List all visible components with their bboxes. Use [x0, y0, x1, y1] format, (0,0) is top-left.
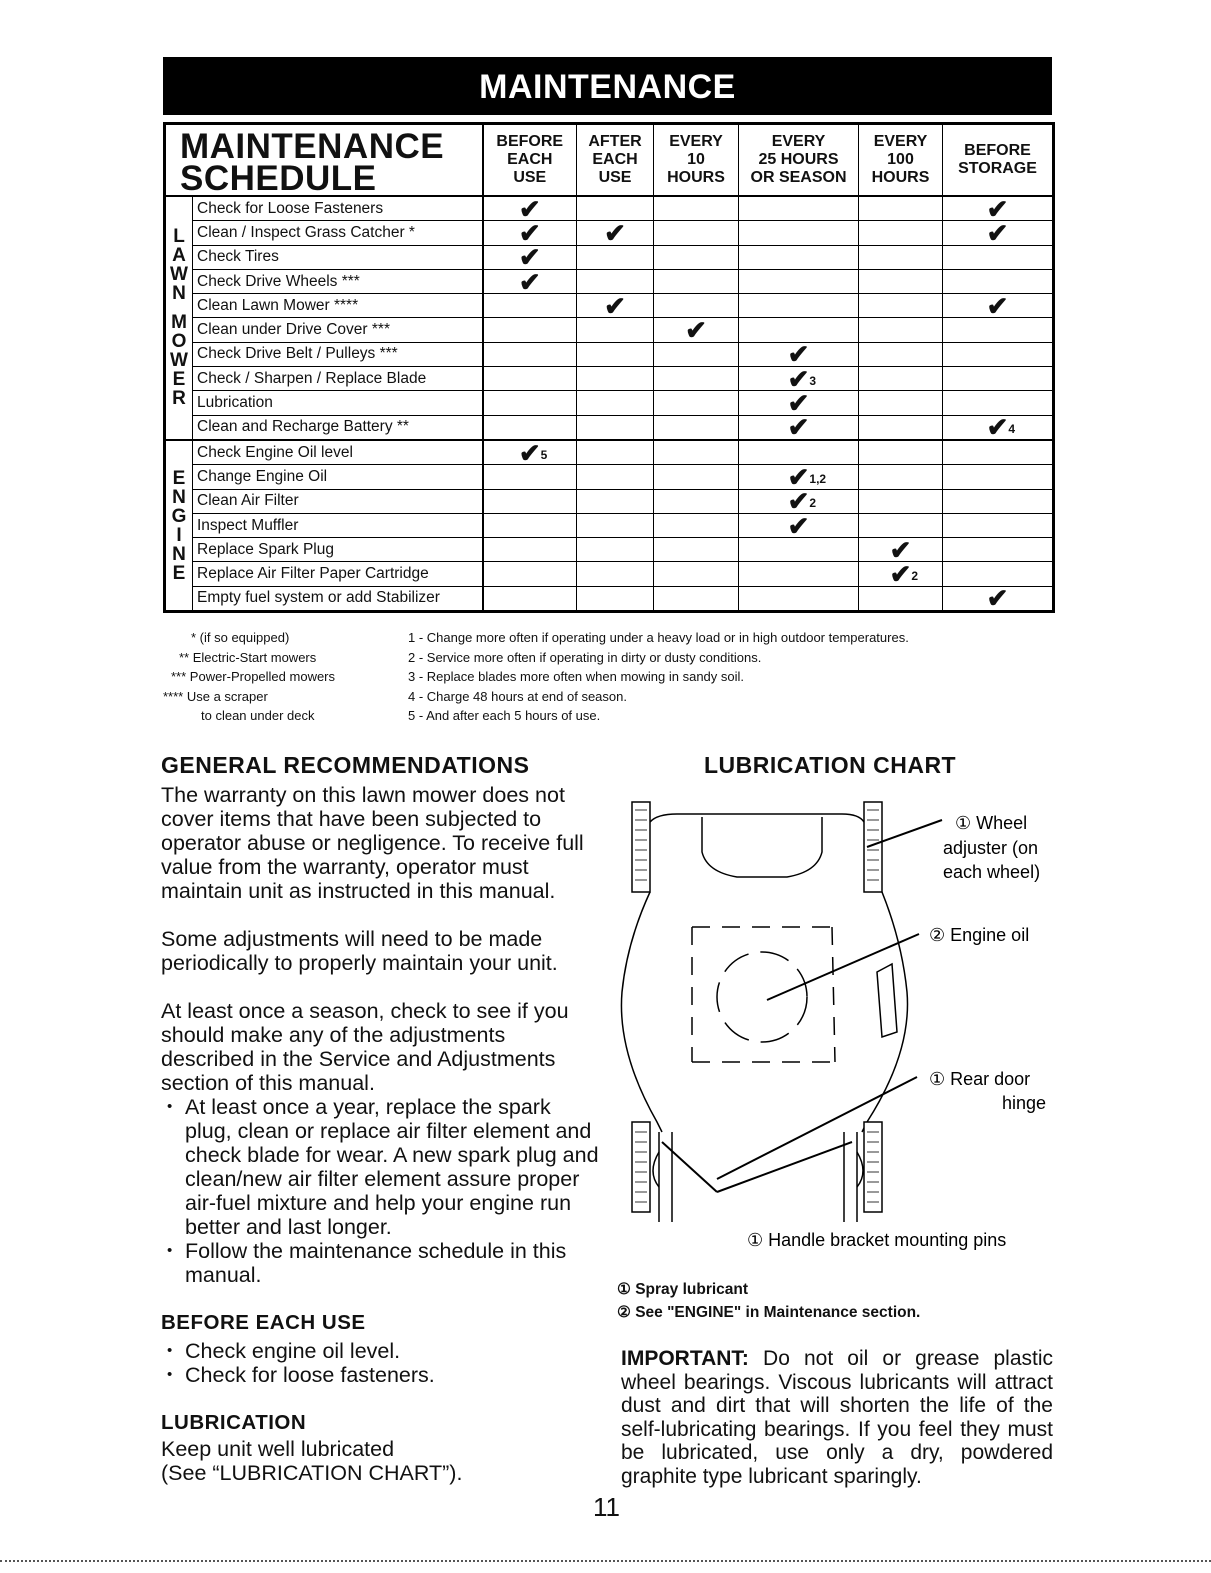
rear-right-wheel	[864, 1122, 882, 1212]
checkmark-glyph: ✔	[787, 510, 810, 541]
checkmark-glyph: ✔	[986, 193, 1009, 224]
checkmark-icon	[518, 193, 541, 224]
checkmark-icon	[986, 583, 1009, 614]
column-header-line: EVERY	[771, 133, 826, 150]
checkmark-icon	[787, 510, 810, 541]
schedule-cell	[654, 538, 739, 562]
schedule-cell	[859, 269, 943, 293]
schedule-cell	[943, 489, 1054, 513]
schedule-cell	[943, 217, 1054, 248]
schedule-cell	[943, 318, 1054, 342]
column-header-line: BEFORE	[496, 133, 564, 150]
schedule-cell	[654, 245, 739, 269]
before-each-use-item-2: • Check for loose fasteners.	[161, 1363, 601, 1387]
schedule-cell	[577, 489, 654, 513]
column-header-line: EVERY	[873, 133, 928, 150]
lubrication-chart-title: LUBRICATION CHART	[704, 752, 957, 778]
side-letter: N	[172, 486, 186, 508]
column-header-line: USE	[513, 169, 547, 186]
task-label: Lubrication	[193, 391, 483, 415]
checkmark-icon	[787, 461, 827, 492]
footnote-left: **** Use a scraper	[163, 688, 268, 704]
checkmark-icon	[685, 315, 707, 346]
lawn-mower-side-label	[165, 196, 193, 440]
schedule-row	[165, 562, 1054, 586]
column-header-line: EVERY	[669, 133, 723, 150]
footnote-left: *** Power-Propelled mowers	[171, 669, 336, 684]
schedule-cell	[654, 440, 739, 465]
schedule-cell	[654, 415, 739, 440]
checkmark-glyph: ✔	[518, 242, 541, 273]
checkmark-footnote: 5	[540, 447, 548, 462]
checkmark-icon	[787, 486, 817, 517]
schedule-cell	[943, 367, 1054, 391]
rear-left-wheel	[632, 1122, 650, 1212]
schedule-cell	[483, 489, 577, 513]
schedule-cell	[859, 294, 943, 318]
side-letter: O	[171, 331, 187, 353]
column-header-line: AFTER	[588, 133, 642, 150]
schedule-cell	[943, 513, 1054, 537]
side-letter: N	[172, 543, 186, 565]
column-header-line: 10	[687, 151, 705, 168]
footnote-right: 4 - Charge 48 hours at end of season.	[408, 688, 627, 704]
checkmark-icon	[889, 559, 919, 590]
schedule-cell	[577, 440, 654, 465]
wheel-adjuster-label-1: ① Wheel	[955, 813, 1028, 833]
wheel-adjuster-label-3: each wheel)	[943, 862, 1041, 882]
checkmark-footnote: 2	[809, 496, 817, 511]
col-every-25-hours	[739, 124, 859, 197]
before-each-use-heading: BEFORE EACH USE	[161, 1311, 366, 1334]
checkmark-glyph: ✔	[787, 461, 810, 492]
checkmark-icon	[986, 193, 1009, 224]
schedule-cell	[739, 586, 859, 611]
checkmark-footnote: 2	[911, 569, 919, 584]
schedule-cell	[654, 342, 739, 366]
schedule-row	[165, 415, 1054, 440]
footnote-left: * (if so equipped)	[191, 630, 290, 645]
schedule-cell	[577, 217, 654, 248]
lubrication-line-1: Keep unit well lubricated	[161, 1437, 395, 1461]
schedule-cell	[483, 266, 577, 297]
schedule-cell	[654, 586, 739, 611]
side-letter: N	[172, 283, 186, 305]
schedule-cell	[859, 465, 943, 489]
schedule-cell	[483, 437, 577, 468]
schedule-cell	[859, 367, 943, 391]
schedule-row	[165, 245, 1054, 269]
lubrication-line-2: (See “LUBRICATION CHART”).	[161, 1461, 463, 1485]
schedule-row	[165, 465, 1054, 489]
schedule-cell	[577, 513, 654, 537]
task-label: Check Tires	[193, 245, 483, 269]
checkmark-glyph: ✔	[518, 437, 541, 468]
schedule-cell	[654, 221, 739, 245]
engine-side-label	[165, 440, 193, 612]
schedule-cell	[577, 586, 654, 611]
task-label: Replace Spark Plug	[193, 538, 483, 562]
schedule-cell	[739, 269, 859, 293]
task-label: Clean / Inspect Grass Catcher *	[193, 221, 483, 245]
schedule-cell	[577, 465, 654, 489]
checkmark-icon	[518, 217, 541, 248]
general-recommendations	[161, 752, 601, 1485]
general-paragraph-3: At least once a season, check to see if you should make any of the adjustments described in the Service and Adjustments section of this manual.	[161, 999, 569, 1095]
schedule-cell	[577, 562, 654, 586]
task-label: Inspect Muffler	[193, 513, 483, 537]
schedule-cell	[859, 489, 943, 513]
footnote-left: to clean under deck	[201, 708, 315, 723]
checkmark-glyph: ✔	[986, 583, 1009, 614]
footnote-right: 5 - And after each 5 hours of use.	[408, 708, 601, 723]
schedule-row	[165, 294, 1054, 318]
column-header-line: 25 HOURS	[758, 151, 839, 168]
schedule-cell	[577, 290, 654, 321]
column-header-line: EACH	[507, 151, 553, 168]
column-header-line: EACH	[592, 151, 638, 168]
schedule-cell	[483, 391, 577, 415]
general-bullet-1: • At least once a year, replace the spark plug, clean or replace air filter element and check blade for wear. A new spark plug and clean/new air filter element assure proper air-fuel mixture and help your engine run better and last longer.	[161, 1095, 601, 1239]
column-header-line: HOURS	[871, 169, 930, 186]
checkmark-glyph: ✔	[889, 534, 912, 565]
schedule-cell	[483, 465, 577, 489]
important-paragraph	[621, 1347, 1053, 1488]
checkmark-glyph: ✔	[604, 290, 626, 321]
checkmark-glyph: ✔	[518, 266, 541, 297]
checkmark-glyph: ✔	[787, 388, 810, 419]
schedule-cell	[483, 513, 577, 537]
schedule-cell	[577, 367, 654, 391]
schedule-cell	[739, 221, 859, 245]
schedule-cell	[654, 562, 739, 586]
schedule-cell	[483, 586, 577, 611]
front-right-wheel	[864, 802, 882, 892]
engine-oil-label: ② Engine oil	[929, 925, 1030, 945]
task-label: Check Drive Wheels ***	[193, 269, 483, 293]
important-lead: IMPORTANT:	[621, 1347, 749, 1370]
schedule-row	[165, 489, 1054, 513]
schedule-cell	[859, 221, 943, 245]
side-letter: R	[172, 388, 186, 410]
front-left-wheel	[632, 802, 650, 892]
col-before-storage	[943, 124, 1054, 197]
note-spray-lubricant: ① Spray lubricant	[617, 1281, 749, 1298]
checkmark-icon	[604, 290, 626, 321]
task-label: Check for Loose Fasteners	[193, 196, 483, 221]
schedule-cell	[943, 465, 1054, 489]
schedule-cell	[859, 415, 943, 440]
side-letter: E	[172, 467, 186, 489]
checkmark-glyph: ✔	[986, 290, 1009, 321]
schedule-cell	[943, 583, 1054, 614]
side-letter: W	[170, 350, 188, 372]
side-letter: E	[172, 369, 186, 391]
schedule-cell	[739, 412, 859, 443]
side-letter: G	[171, 505, 187, 527]
checkmark-glyph: ✔	[986, 217, 1009, 248]
checkmark-glyph: ✔	[518, 217, 541, 248]
schedule-row	[165, 538, 1054, 562]
schedule-row	[165, 318, 1054, 342]
page-banner: MAINTENANCE	[163, 57, 1052, 115]
footnote-left: ** Electric-Start mowers	[179, 649, 317, 665]
checkmark-icon	[604, 217, 626, 248]
schedule-cell	[739, 538, 859, 562]
task-label: Check / Sharpen / Replace Blade	[193, 367, 483, 391]
maintenance-schedule-table	[163, 122, 1055, 613]
general-heading: GENERAL RECOMMENDATIONS	[161, 752, 530, 778]
checkmark-icon	[518, 266, 541, 297]
schedule-cell	[739, 245, 859, 269]
schedule-cell	[739, 510, 859, 541]
side-letter: E	[172, 562, 186, 584]
task-label: Clean and Recharge Battery **	[193, 415, 483, 440]
schedule-cell	[943, 440, 1054, 465]
schedule-cell	[859, 559, 943, 590]
checkmark-icon	[787, 412, 810, 443]
checkmark-icon	[787, 363, 817, 394]
checkmark-icon	[518, 242, 541, 273]
wheel-adjuster-label-2: adjuster (on	[943, 838, 1039, 858]
checkmark-glyph: ✔	[685, 315, 707, 346]
schedule-cell	[577, 391, 654, 415]
schedule-cell	[483, 367, 577, 391]
side-letter: M	[171, 312, 187, 334]
schedule-row	[165, 513, 1054, 537]
handle-pins-label: ① Handle bracket mounting pins	[747, 1230, 1007, 1250]
schedule-cell	[859, 245, 943, 269]
checkmark-icon	[986, 412, 1016, 443]
schedule-row	[165, 342, 1054, 366]
checkmark-glyph: ✔	[787, 412, 810, 443]
page-number: 11	[593, 1492, 620, 1522]
schedule-cell	[943, 412, 1054, 443]
column-header-line: HOURS	[667, 169, 725, 186]
task-label: Check Engine Oil level	[193, 440, 483, 465]
schedule-cell	[654, 465, 739, 489]
side-letter: A	[172, 245, 186, 267]
task-label: Clean Lawn Mower ****	[193, 294, 483, 318]
task-label: Replace Air Filter Paper Cartridge	[193, 562, 483, 586]
before-each-use-item-1: • Check engine oil level.	[161, 1339, 601, 1363]
schedule-cell	[739, 196, 859, 221]
schedule-cell	[943, 538, 1054, 562]
schedule-row	[165, 586, 1054, 611]
schedule-row	[165, 367, 1054, 391]
general-bullet-2: • Follow the maintenance schedule in this manual.	[161, 1239, 601, 1287]
column-header-line: BEFORE	[964, 142, 1031, 159]
footnote-right: 1 - Change more often if operating under a heavy load or in high outdoor temperatures.	[408, 630, 909, 645]
important-text: Do not oil or grease plastic wheel bearings. Viscous lubricants will attract dust and dirt that will shorten the life of the self-lubricating bearings. If you feel they must be lubricated, use only a dry, powdered graphite type lubricant sparingly.	[621, 1347, 1053, 1488]
schedule-cell	[577, 415, 654, 440]
schedule-row	[165, 440, 1054, 465]
schedule-cell	[483, 562, 577, 586]
note-see-engine: ② See "ENGINE" in Maintenance section.	[617, 1304, 921, 1321]
schedule-cell	[859, 440, 943, 465]
column-header-line: OR SEASON	[750, 169, 847, 186]
checkmark-glyph: ✔	[518, 193, 541, 224]
schedule-cell	[654, 513, 739, 537]
schedule-cell	[654, 269, 739, 293]
schedule-cell	[739, 294, 859, 318]
checkmark-glyph: ✔	[787, 486, 810, 517]
schedule-cell	[859, 391, 943, 415]
checkmark-glyph: ✔	[787, 363, 810, 394]
column-header-line: USE	[598, 169, 632, 186]
schedule-cell	[654, 367, 739, 391]
schedule-row	[165, 391, 1054, 415]
page-bottom-border	[0, 1560, 1211, 1562]
schedule-cell	[654, 315, 739, 346]
footnote-right: 3 - Replace blades more often when mowing in sandy soil.	[408, 669, 745, 684]
side-letter: W	[170, 264, 188, 286]
schedule-cell	[654, 489, 739, 513]
schedule-cell	[654, 391, 739, 415]
schedule-cell	[739, 562, 859, 586]
schedule-cell	[859, 586, 943, 611]
lubrication-heading: LUBRICATION	[161, 1411, 307, 1434]
schedule-cell	[859, 196, 943, 221]
column-header-line: 100	[887, 151, 914, 168]
task-label: Clean under Drive Cover ***	[193, 318, 483, 342]
schedule-cell	[654, 196, 739, 221]
checkmark-footnote: 4	[1008, 422, 1016, 437]
schedule-cell	[859, 342, 943, 366]
task-label: Empty fuel system or add Stabilizer	[193, 586, 483, 611]
checkmark-glyph: ✔	[986, 412, 1009, 443]
col-after-each-use	[577, 124, 654, 197]
checkmark-icon	[787, 388, 810, 419]
checkmark-icon	[986, 290, 1009, 321]
side-letter: I	[176, 524, 182, 546]
checkmark-glyph: ✔	[787, 339, 810, 370]
task-label: Check Drive Belt / Pulleys ***	[193, 342, 483, 366]
side-letter: L	[173, 226, 185, 248]
checkmark-icon	[986, 217, 1009, 248]
schedule-cell	[483, 342, 577, 366]
schedule-cell	[577, 318, 654, 342]
schedule-cell	[577, 538, 654, 562]
checkmark-glyph: ✔	[889, 559, 912, 590]
checkmark-icon	[787, 339, 810, 370]
schedule-cell	[483, 294, 577, 318]
schedule-cell	[483, 318, 577, 342]
schedule-cell	[577, 245, 654, 269]
checkmark-icon	[889, 534, 912, 565]
schedule-title: MAINTENANCE SCHEDULE	[165, 124, 483, 197]
task-label: Clean Air Filter	[193, 489, 483, 513]
checkmark-glyph: ✔	[604, 217, 626, 248]
checkmark-footnote: 1,2	[809, 471, 827, 486]
footnote-right: 2 - Service more often if operating in dirty or dusty conditions.	[408, 649, 762, 665]
general-paragraph-1: The warranty on this lawn mower does not cover items that have been subjected to operator abuse or negligence. To receive full value from the warranty, operator must maintain unit as instructed in this manual.	[161, 783, 584, 903]
checkmark-footnote: 3	[809, 373, 817, 388]
schedule-cell	[577, 342, 654, 366]
checkmark-icon	[518, 437, 548, 468]
schedule-cell	[483, 415, 577, 440]
rear-door-label-2: hinge	[1002, 1093, 1047, 1113]
rear-door-label-1: ① Rear door	[929, 1069, 1031, 1089]
schedule-cell	[943, 245, 1054, 269]
schedule-cell	[859, 318, 943, 342]
col-every-10-hours	[654, 124, 739, 197]
general-paragraph-2: Some adjustments will need to be made periodically to properly maintain your unit.	[161, 927, 558, 975]
schedule-cell	[943, 342, 1054, 366]
schedule-cell	[483, 538, 577, 562]
column-header-line: STORAGE	[958, 160, 1037, 177]
schedule-row	[165, 221, 1054, 245]
col-before-each-use	[483, 124, 577, 197]
task-label: Change Engine Oil	[193, 465, 483, 489]
schedule-cell	[943, 290, 1054, 321]
mower-lubrication-diagram	[617, 792, 1057, 1250]
col-every-100-hours	[859, 124, 943, 197]
